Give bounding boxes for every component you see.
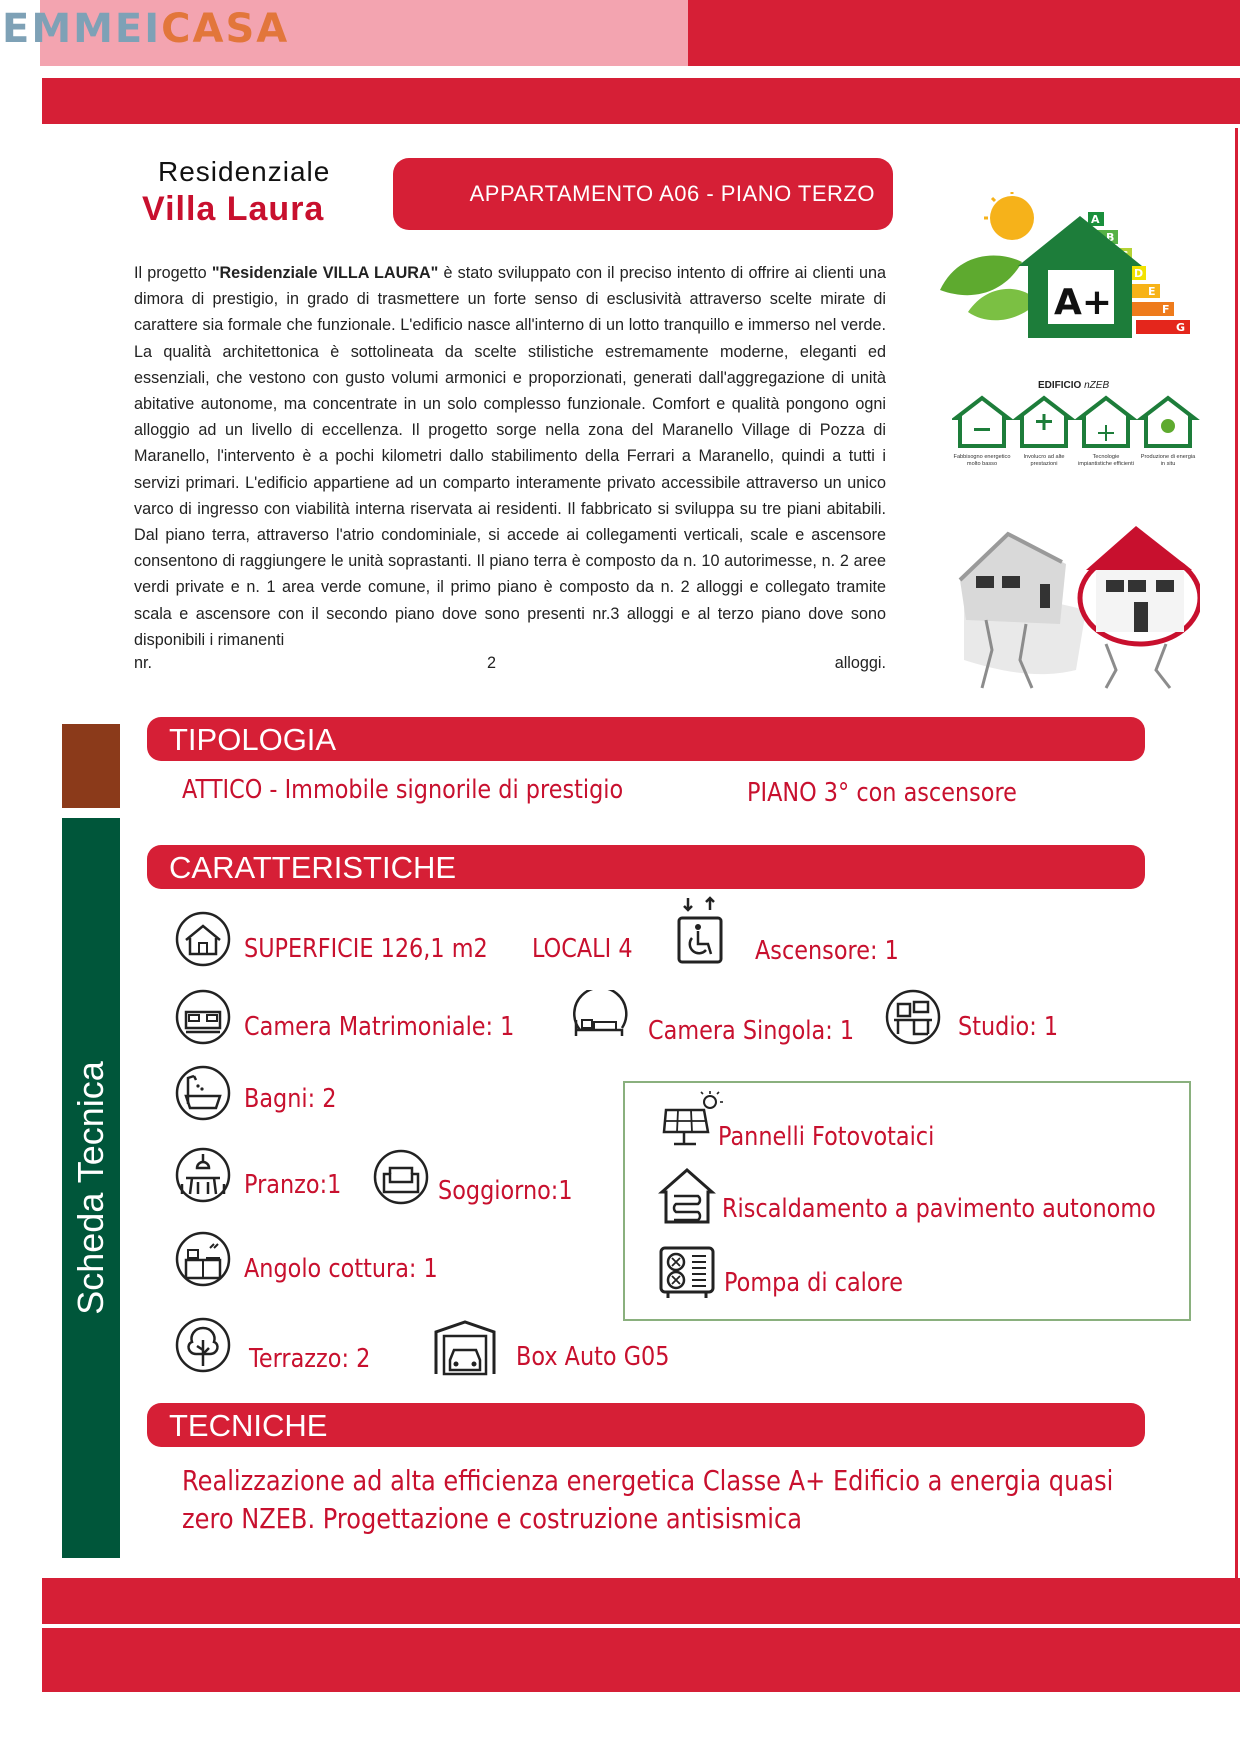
studio-desk-icon <box>884 988 942 1046</box>
solar-panel-icon <box>662 1090 724 1148</box>
heat-pump-icon <box>658 1244 716 1302</box>
nzeb-block <box>952 380 1200 484</box>
section-tipologia-heading: TIPOLOGIA <box>147 717 1145 761</box>
floor-heating-icon <box>658 1166 716 1228</box>
section-tecniche-heading: TECNICHE <box>147 1403 1145 1447</box>
energy-letter-f: F <box>1162 303 1170 316</box>
pannelli-value: Pannelli Fotovotaici <box>718 1122 935 1152</box>
nzeb-title: EDIFICIO nZEB <box>1038 380 1110 391</box>
studio-value: Studio: 1 <box>958 1012 1059 1042</box>
bathroom-icon <box>174 1064 232 1122</box>
locali-value: LOCALI 4 <box>532 934 633 964</box>
angolo-cottura-value: Angolo cottura: 1 <box>244 1254 438 1284</box>
antiseismic-houses-icon <box>956 520 1200 690</box>
soggiorno-value: Soggiorno:1 <box>438 1176 573 1206</box>
ascensore-value: Ascensore: 1 <box>755 936 899 966</box>
double-bed-icon <box>174 988 232 1046</box>
pompa-value: Pompa di calore <box>724 1268 904 1298</box>
residenziale-label: Residenziale <box>158 156 331 187</box>
sidebar-accent-brown <box>62 724 120 808</box>
single-bed-icon <box>570 990 628 1048</box>
intro-paragraph: Il progetto "Residenziale VILLA LAURA" è stato sviluppato con il preciso intento di offrire ai clienti una dimora di prestigio, in grado di trasmettere un forte senso di esclusività attraverso scelte mirate di carattere sia formale che funzionale. L'edificio nasce all'interno di un lotto tranquillo e immerso nel verde. La qualità architettonica è sottolineata da scelte stilistiche estremamente moderne, eleganti ed essenziali, che vestono con gusto volumi armonici e proporzionati, generati dall'aggregazione di unità abitative autonome, ma concentrate in un solo complesso funzionale. Comfort e qualità pongono ogni alloggio ad un livello di eccellenza. Il progetto sorge nella zona del Maranello Village di Pozza di Maranello, l'intervento è a pochi kilometri dallo stabilimento della Ferrari a Maranello, quindi a tutti i servizi primari. L'edificio appartiene ad un comparto interamente privato accessibile attraverso un unico varco di ingresso con viabilità interna riservata ai residenti. Il fabbricato si sviluppa su tre piani abitabili. Dal piano terra, attraverso l'atrio condominiale, si accede ai collegamenti verticali, scale e ascensore consentono di raggiungere le unità soprastanti. Il piano terra è composto da n. 10 autorimesse, n. 2 aree verdi private e n. 1 area verde comune, il primo piano è composto da n. 2 alloggi e collegato tramite scala e ascensore con il secondo piano dove sono presenti nr.3 alloggi e al terzo piano dove sono disponibili i rimanenti <box>134 264 886 649</box>
apartment-banner <box>393 158 893 230</box>
bagni-value: Bagni: 2 <box>244 1084 337 1114</box>
tecniche-line-2: zero NZEB. Progettazione e costruzione antisismica <box>182 1502 802 1535</box>
energy-letter-e: E <box>1148 285 1156 298</box>
villa-name: Villa Laura <box>142 190 325 228</box>
header-band-red <box>688 0 1240 66</box>
nzeb-label-3: Tecnologie impiantistiche efficienti <box>1078 454 1134 467</box>
sidebar-label: Scheda Tecnica <box>70 1061 111 1315</box>
garage-icon <box>432 1318 498 1376</box>
energy-letter-g: G <box>1176 321 1186 334</box>
terrace-tree-icon <box>174 1316 232 1374</box>
tecniche-line-1: Realizzazione ad alta efficienza energetica Classe A+ Edificio a energia quasi <box>182 1464 1114 1497</box>
sofa-icon <box>372 1148 430 1206</box>
page-frame-right <box>1235 128 1238 1578</box>
pranzo-value: Pranzo:1 <box>244 1170 342 1200</box>
tipologia-floor: PIANO 3° con ascensore <box>747 778 1017 808</box>
footer-band <box>42 1628 1240 1692</box>
elevator-icon <box>674 894 726 966</box>
superficie-value: SUPERFICIE 126,1 m2 <box>244 934 488 964</box>
section-caratteristiche-heading: CARATTERISTICHE <box>147 845 1145 889</box>
energy-letter-b: B <box>1106 231 1115 244</box>
house-icon <box>174 910 232 968</box>
nzeb-houses-icon <box>952 394 1200 450</box>
camera-matrimoniale-value: Camera Matrimoniale: 1 <box>244 1012 515 1042</box>
energy-letter-d: D <box>1134 267 1144 280</box>
antiseismic-houses-image <box>956 520 1200 690</box>
apartment-label: APPARTAMENTO A06 - PIANO TERZO <box>469 181 875 206</box>
camera-singola-value: Camera Singola: 1 <box>648 1016 855 1046</box>
energy-class-text: A+ <box>1054 282 1113 323</box>
dining-icon <box>174 1146 232 1204</box>
energy-house-icon <box>938 192 1210 352</box>
box-auto-value: Box Auto G05 <box>516 1342 670 1372</box>
nzeb-label-4: Produzione di energia in situ <box>1140 454 1196 467</box>
energy-letter-a: A <box>1091 213 1100 226</box>
nzeb-label-1: Fabbisogno energetico molto basso <box>953 454 1011 467</box>
tipologia-type: ATTICO - Immobile signorile di prestigio <box>182 775 624 805</box>
footer-stripe <box>42 1578 1240 1624</box>
terrazzo-value: Terrazzo: 2 <box>249 1344 371 1374</box>
header-stripe <box>42 78 1240 124</box>
riscaldamento-value: Riscaldamento a pavimento autonomo <box>722 1194 1156 1224</box>
brand-logo: EMMEICASA <box>2 6 290 52</box>
nzeb-label-2: Involucro ad alte prestazioni <box>1023 454 1065 467</box>
energy-class-badge <box>938 192 1210 352</box>
kitchen-icon <box>174 1230 232 1288</box>
